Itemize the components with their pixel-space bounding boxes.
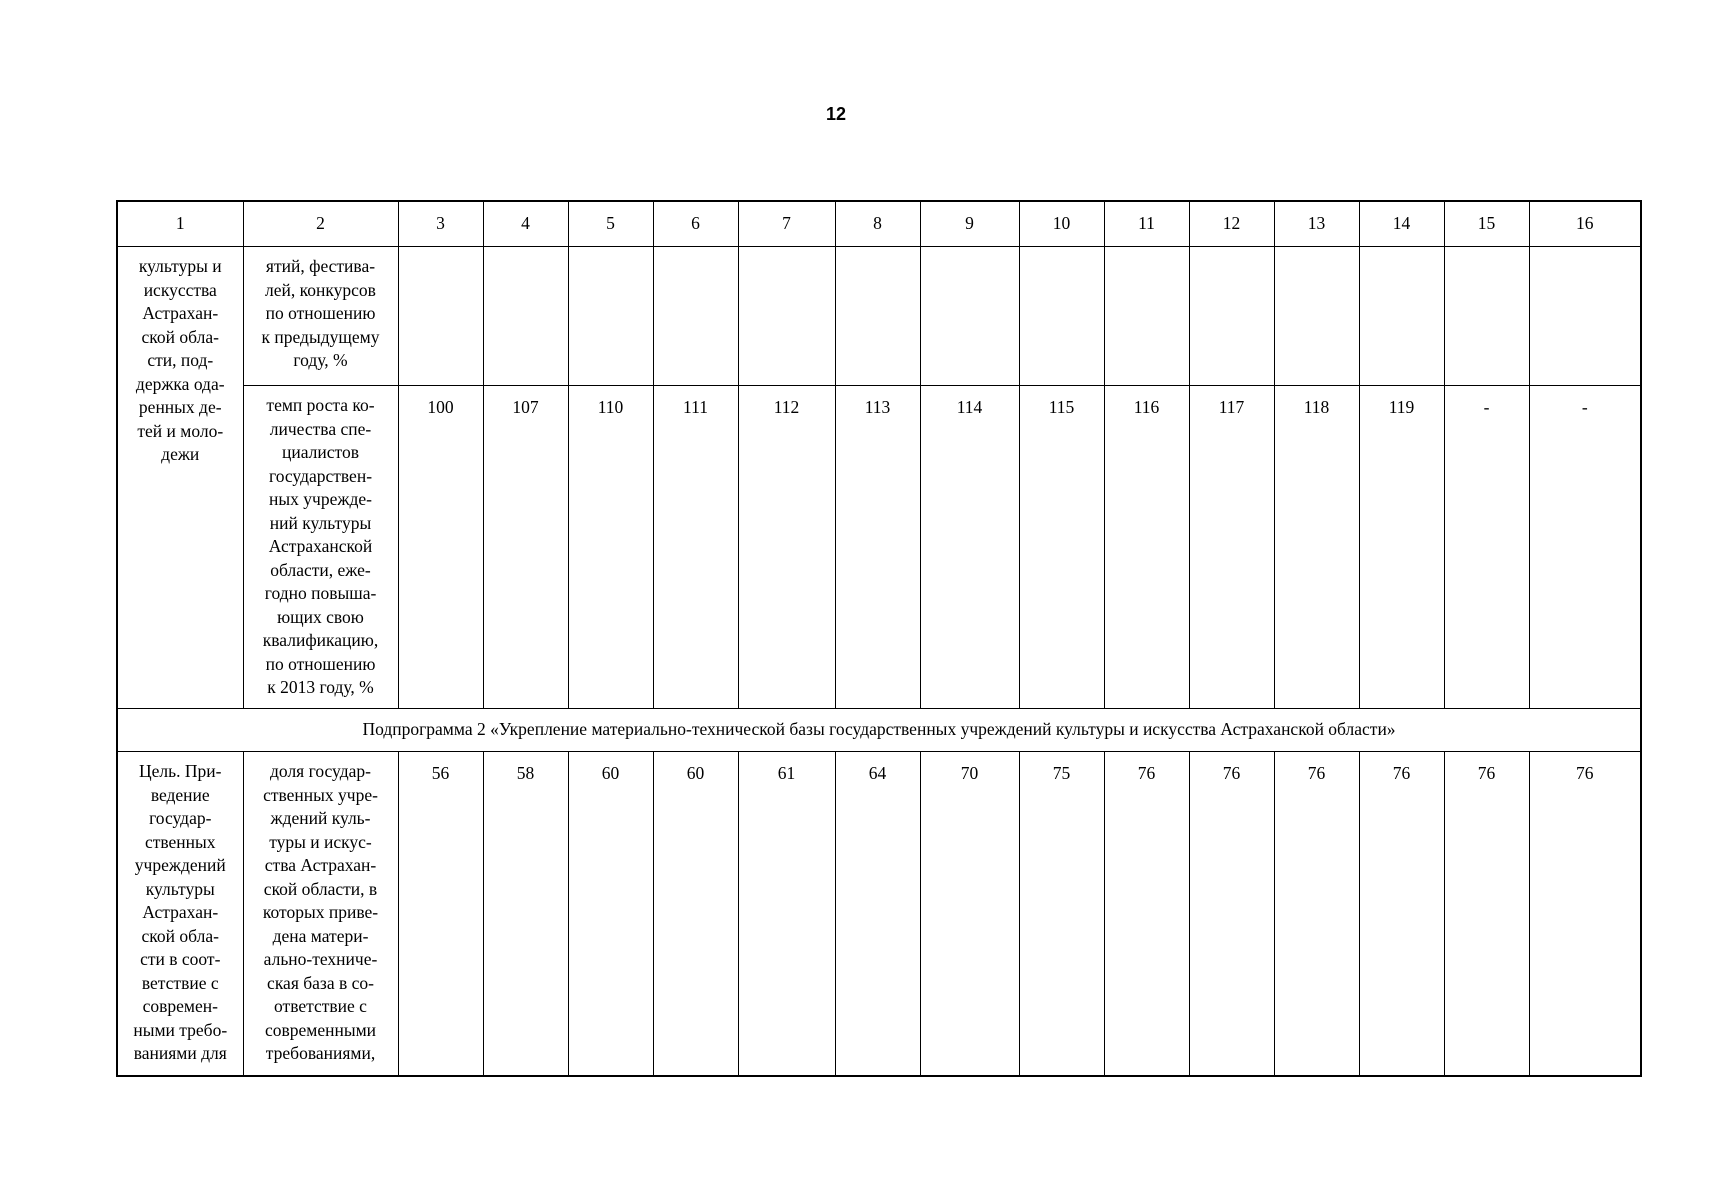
value-cell: - [1444, 386, 1529, 709]
value-cell: 76 [1104, 752, 1189, 1076]
header-row [117, 201, 1641, 247]
value-cell [920, 247, 1019, 386]
value-cell: 114 [920, 386, 1019, 709]
value-cell: 76 [1359, 752, 1444, 1076]
header-cell: 16 [1529, 201, 1641, 247]
value-cell: 116 [1104, 386, 1189, 709]
value-cell: 76 [1274, 752, 1359, 1076]
value-cell [653, 247, 738, 386]
value-cell [835, 247, 920, 386]
value-cell: 61 [738, 752, 835, 1076]
header-cell: 12 [1189, 201, 1274, 247]
value-cell: 119 [1359, 386, 1444, 709]
value-cell [483, 247, 568, 386]
header-cell: 14 [1359, 201, 1444, 247]
value-cell: 75 [1019, 752, 1104, 1076]
header-cell: 9 [920, 201, 1019, 247]
subprogram-title: Подпрограмма 2 «Укрепление материально-технической базы государственных учреждений культуры и искусства Астраханской области» [117, 709, 1641, 752]
value-cell: 56 [398, 752, 483, 1076]
goal-cell: культуры и искусства Астрахан- ской обла- сти, под- держка ода- ренных де- тей и моло- дежи [117, 247, 243, 709]
value-cell [738, 247, 835, 386]
header-cell: 4 [483, 201, 568, 247]
value-cell: 60 [653, 752, 738, 1076]
value-cell [1274, 247, 1359, 386]
indicator-cell: доля государ- ственных учре- ждений куль- туры и искус- ства Астрахан- ской области, в которых приве- дена матери- ально-техниче- ская база в со- ответствие с современными требованиями, [243, 752, 398, 1076]
value-cell: 76 [1189, 752, 1274, 1076]
header-cell: 2 [243, 201, 398, 247]
header-cell: 15 [1444, 201, 1529, 247]
value-cell: 76 [1529, 752, 1641, 1076]
header-cell: 10 [1019, 201, 1104, 247]
page-number: 12 [825, 104, 847, 124]
header-cell: 11 [1104, 201, 1189, 247]
value-cell: 115 [1019, 386, 1104, 709]
indicator-cell: ятий, фестива- лей, конкурсов по отношению к предыдущему году, % [243, 247, 398, 386]
header-cell: 3 [398, 201, 483, 247]
header-cell: 8 [835, 201, 920, 247]
value-cell [1189, 247, 1274, 386]
table-row [117, 247, 1641, 386]
value-cell: 118 [1274, 386, 1359, 709]
value-cell [1529, 247, 1641, 386]
value-cell [1019, 247, 1104, 386]
value-cell: 113 [835, 386, 920, 709]
value-cell [398, 247, 483, 386]
header-cell: 13 [1274, 201, 1359, 247]
value-cell: - [1529, 386, 1641, 709]
subprogram-row [117, 709, 1641, 752]
value-cell: 60 [568, 752, 653, 1076]
value-cell [568, 247, 653, 386]
value-cell [1359, 247, 1444, 386]
value-cell: 70 [920, 752, 1019, 1076]
header-cell: 6 [653, 201, 738, 247]
table-row [117, 752, 1641, 1076]
value-cell: 58 [483, 752, 568, 1076]
value-cell: 107 [483, 386, 568, 709]
value-cell [1104, 247, 1189, 386]
header-cell: 5 [568, 201, 653, 247]
table-row [117, 386, 1641, 709]
indicators-table [116, 200, 1642, 1077]
value-cell: 117 [1189, 386, 1274, 709]
value-cell: 76 [1444, 752, 1529, 1076]
value-cell [1444, 247, 1529, 386]
header-cell: 7 [738, 201, 835, 247]
header-cell: 1 [117, 201, 243, 247]
value-cell: 100 [398, 386, 483, 709]
value-cell: 110 [568, 386, 653, 709]
indicator-cell: темп роста ко- личества спе- циалистов государствен- ных учрежде- ний культуры Астраханской области, еже- годно повыша- ющих свою квалификацию, по отношению к 2013 году, % [243, 386, 398, 709]
value-cell: 64 [835, 752, 920, 1076]
goal-cell: Цель. При- ведение государ- ственных учреждений культуры Астрахан- ской обла- сти в соот- ветствие с современ- ными требо- ваниями для [117, 752, 243, 1076]
value-cell: 111 [653, 386, 738, 709]
value-cell: 112 [738, 386, 835, 709]
